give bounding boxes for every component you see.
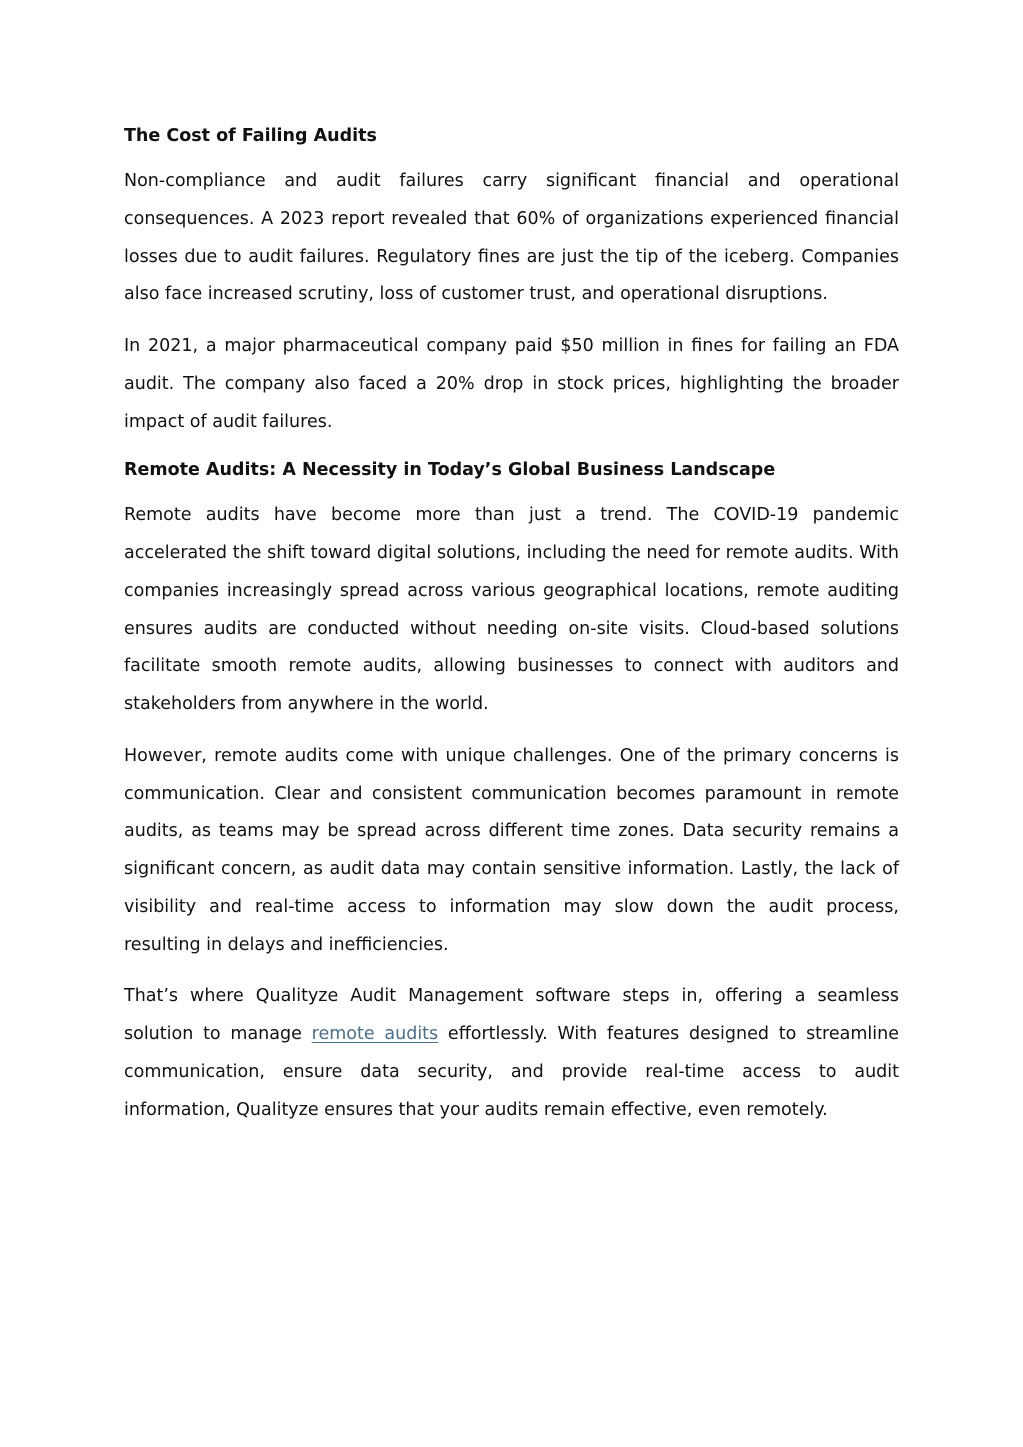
solution-text-after-link: effortlessly. With features designed to streamline communication, ensure data security, and provide real-time access to audit information, Qualityze ensures that your audits remain effective, even remotely. xyxy=(124,1024,899,1120)
section-heading-cost-of-failing-audits: The Cost of Failing Audits xyxy=(124,126,377,146)
document-page xyxy=(124,121,899,1143)
paragraph-pharmaceutical-example: In 2021, a major pharmaceutical company paid $50 million in fines for failing an FDA audit. The company also faced a 20% drop in stock prices, highlighting the broader impact of audit failures. xyxy=(124,336,899,432)
paragraph-remote-audits-trend: Remote audits have become more than just a trend. The COVID-19 pandemic accelerated the shift toward digital solutions, including the need for remote audits. With companies increasingly spread across various geographical locations, remote auditing ensures audits are conducted without needing on-site visits. Cloud-based solutions facilitate smooth remote audits, allowing businesses to connect with auditors and stakeholders from anywhere in the world. xyxy=(124,505,899,714)
paragraph-qualityze-solution xyxy=(124,978,899,1129)
solution-text-before-link: That’s where Qualityze Audit Management software steps in, offering a seamless solution to manage xyxy=(124,986,899,1044)
remote-audits-link[interactable]: remote audits xyxy=(311,1024,439,1044)
section-heading-remote-audits: Remote Audits: A Necessity in Today’s Global Business Landscape xyxy=(124,460,776,481)
paragraph-remote-audit-challenges: However, remote audits come with unique challenges. One of the primary concerns is communication. Clear and consistent communication becomes paramount in remote audits, as teams may be spread across different time zones. Data security remains a significant concern, as audit data may contain sensitive information. Lastly, the lack of visibility and real-time access to information may slow down the audit process, resulting in delays and inefficiencies. xyxy=(124,745,899,955)
paragraph-financial-consequences: Non-compliance and audit failures carry significant financial and operational consequences. A 2023 report revealed that 60% of organizations experienced financial losses due to audit failures. Regulatory fines are just the tip of the iceberg. Companies also face increased scrutiny, loss of customer trust, and operational disruptions. xyxy=(124,171,899,305)
